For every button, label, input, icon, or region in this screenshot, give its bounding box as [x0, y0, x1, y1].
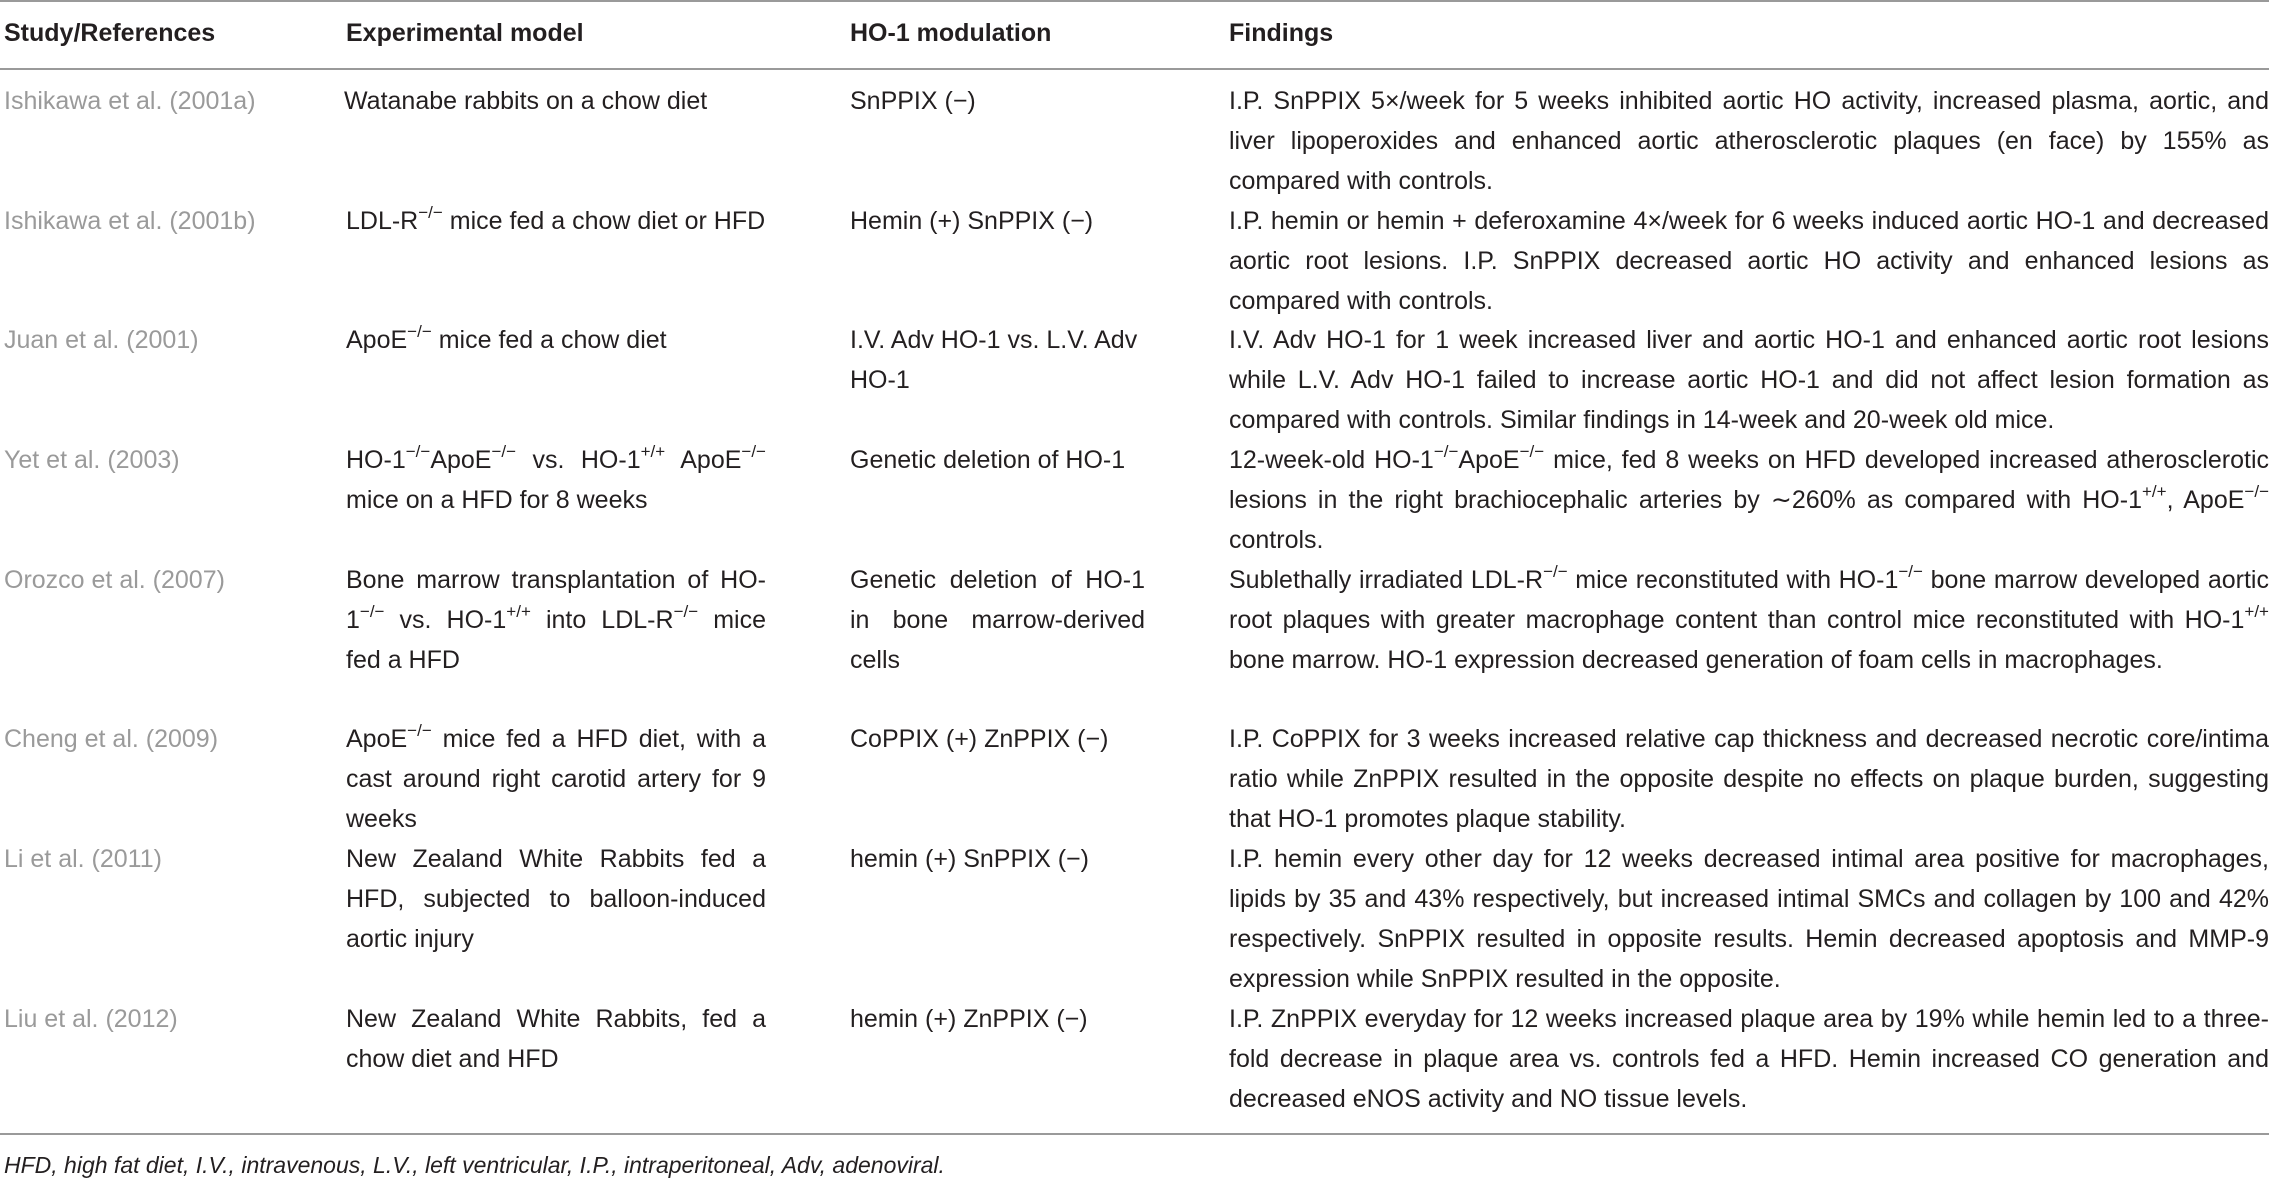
row-1-model: Watanabe rabbits on a chow diet: [344, 87, 708, 115]
row-7-reference: Li et al. (2011): [4, 845, 162, 873]
table-top-rule: [0, 0, 2269, 2]
row-4-findings: 12-week-old HO-1−/−ApoE−/− mice, fed 8 weeks on HFD developed increased atherosclerotic lesions in the right brachiocephalic arteries by ∼260% as compared with HO-1+/+, ApoE−/− controls.: [1229, 441, 2269, 554]
row-7-findings: I.P. hemin every other day for 12 weeks decreased intimal area positive for macrophages, lipids by 35 and 43% respectively, but increased intimal SMCs and collagen by 100 and 42% respectively. SnPPIX resulted in opposite results. Hemin decreased apoptosis and MMP-9 expression while SnPPIX resulted in the opposite.: [1229, 845, 2269, 993]
row-5-findings: Sublethally irradiated LDL-R−/− mice reconstituted with HO-1−/− bone marrow developed aortic root plaques with greater macrophage content than control mice reconstituted with HO-1+/+ bone marrow. HO-1 expression decreased generation of foam cells in macrophages.: [1229, 561, 2269, 674]
row-5-model: Bone marrow transplantation of HO-1−/− vs. HO-1+/+ into LDL-R−/− mice fed a HFD: [346, 566, 766, 674]
header-ho1-modulation: HO-1 modulation: [850, 19, 1052, 47]
row-6-model: ApoE−/− mice fed a HFD diet, with a cast around right carotid artery for 9 weeks: [346, 720, 766, 833]
row-3-reference: Juan et al. (2001): [4, 326, 199, 354]
row-8-findings: I.P. ZnPPIX everyday for 12 weeks increased plaque area by 19% while hemin led to a three-fold decrease in plaque area vs. controls fed a HFD. Hemin increased CO generation and decreased eNOS activity and NO tissue levels.: [1229, 1005, 2269, 1113]
row-6-modulation: CoPPIX (+) ZnPPIX (−): [850, 725, 1109, 753]
row-4-model: HO-1−/−ApoE−/− vs. HO-1+/+ ApoE−/− mice on a HFD for 8 weeks: [346, 441, 766, 514]
row-3-modulation: I.V. Adv HO-1 vs. L.V. Adv HO-1: [850, 326, 1138, 394]
row-2-model-text: LDL-R−/− mice fed a chow diet or HFD: [346, 202, 766, 235]
row-2-model: [346, 201, 766, 241]
row-2-findings: I.P. hemin or hemin + deferoxamine 4×/week for 6 weeks induced aortic HO-1 and decreased aortic root lesions. I.P. SnPPIX decreased aortic HO activity and enhanced lesions as compared with controls.: [1229, 207, 2269, 315]
row-8-reference: Liu et al. (2012): [4, 1005, 178, 1033]
row-1-reference: Ishikawa et al. (2001a): [4, 87, 256, 115]
row-2-modulation: Hemin (+) SnPPIX (−): [850, 207, 1094, 235]
row-4-reference: Yet et al. (2003): [4, 446, 180, 474]
header-study-references: Study/References: [4, 19, 216, 47]
row-4-modulation: Genetic deletion of HO-1: [850, 446, 1126, 474]
header-bottom-rule: [0, 68, 2269, 70]
row-5-modulation: Genetic deletion of HO-1 in bone marrow-derived cells: [850, 566, 1145, 674]
row-7-model: New Zealand White Rabbits fed a HFD, subjected to balloon-induced aortic injury: [346, 845, 766, 953]
header-findings: Findings: [1229, 19, 1334, 47]
row-1-findings: I.P. SnPPIX 5×/week for 5 weeks inhibited aortic HO activity, increased plasma, aortic, and liver lipoperoxides and enhanced aortic atherosclerotic plaques (en face) by 155% as compared with controls.: [1229, 87, 2269, 195]
row-1-modulation: SnPPIX (−): [850, 87, 976, 115]
row-8-model: New Zealand White Rabbits, fed a chow diet and HFD: [346, 1005, 766, 1073]
row-8-modulation: hemin (+) ZnPPIX (−): [850, 1005, 1088, 1033]
row-7-modulation: hemin (+) SnPPIX (−): [850, 845, 1089, 873]
row-6-findings: I.P. CoPPIX for 3 weeks increased relative cap thickness and decreased necrotic core/intima ratio while ZnPPIX resulted in the opposite despite no effects on plaque burden, suggesting that HO-1 promotes plaque stability.: [1229, 725, 2269, 833]
row-6-reference: Cheng et al. (2009): [4, 725, 219, 753]
header-experimental-model: Experimental model: [346, 19, 584, 47]
row-2-reference: Ishikawa et al. (2001b): [4, 207, 256, 235]
row-3-model: ApoE−/− mice fed a chow diet: [346, 321, 667, 354]
row-5-reference: Orozco et al. (2007): [4, 566, 225, 594]
row-3-findings: I.V. Adv HO-1 for 1 week increased liver and aortic HO-1 and enhanced aortic root lesions while L.V. Adv HO-1 failed to increase aortic HO-1 and did not affect lesion formation as compared with controls. Similar findings in 14-week and 20-week old mice.: [1229, 326, 2269, 434]
table-bottom-rule: [0, 1133, 2269, 1135]
table-footnote: HFD, high fat diet, I.V., intravenous, L.V., left ventricular, I.P., intraperitoneal, Adv, adenoviral.: [4, 1152, 945, 1178]
